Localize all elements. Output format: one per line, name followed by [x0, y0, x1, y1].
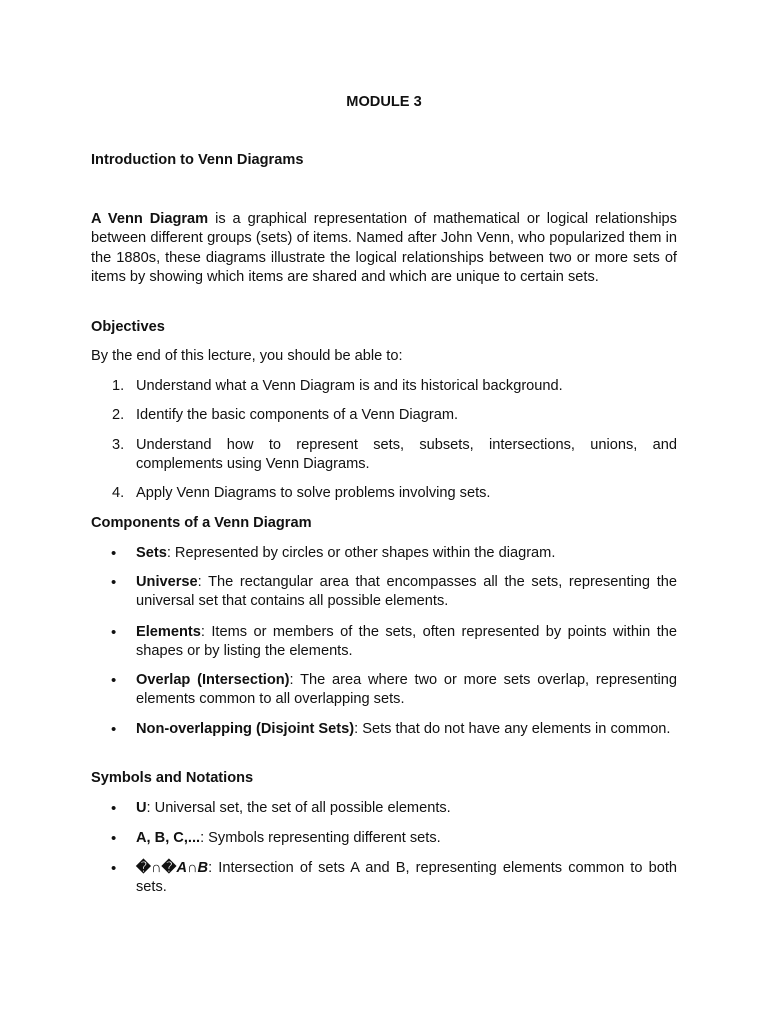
- objective-text: Understand how to represent sets, subsets, intersections, unions, and complements using Venn Diagrams.: [136, 437, 677, 473]
- symbol-description: : Universal set, the set of all possible elements.: [146, 800, 451, 816]
- intro-text: is a graphical representation of mathematical or logical relationships between different groups (sets) of items. Named after John Venn, who popularized them in the 1880s, these diagrams illustrate the logical relationships between two or more sets of items by showing which items are shared and which are unique to certain sets.: [91, 211, 677, 286]
- bullet-dot: •: [111, 830, 117, 847]
- objective-number: 1.: [112, 378, 125, 394]
- bullet-dot: •: [111, 672, 117, 689]
- symbol-term-italic: A∩B: [176, 860, 209, 876]
- bullet-dot: •: [111, 624, 117, 641]
- symbol-term-prefix: �∩�: [136, 860, 177, 876]
- symbol-text: [136, 829, 677, 848]
- bullet-dot: •: [111, 800, 117, 817]
- component-term: Sets: [136, 545, 167, 561]
- section-title: Introduction to Venn Diagrams: [91, 152, 304, 168]
- component-term: Overlap (Intersection): [136, 672, 290, 688]
- component-text: [136, 720, 677, 739]
- bullet-dot: •: [111, 860, 117, 877]
- objective-number: 3.: [112, 437, 125, 453]
- module-title: MODULE 3: [346, 94, 422, 110]
- component-description: : The rectangular area that encompasses all the sets, representing the universal set that contains all possible elements.: [136, 574, 677, 610]
- symbols-heading: Symbols and Notations: [91, 770, 254, 786]
- component-term: Universe: [136, 574, 198, 590]
- component-description: : Represented by circles or other shapes within the diagram.: [166, 545, 556, 561]
- component-text: [136, 671, 677, 710]
- symbol-text: [136, 799, 677, 818]
- symbol-text: [136, 859, 677, 898]
- bullet-dot: •: [111, 721, 117, 738]
- component-text: [136, 623, 677, 662]
- symbol-description: : Intersection of sets A and B, representing elements common to both sets.: [136, 860, 677, 896]
- symbol-term: U: [136, 800, 147, 816]
- components-heading: Components of a Venn Diagram: [91, 515, 312, 531]
- objective-number: 2.: [112, 407, 125, 423]
- intro-lead-term: A Venn Diagram: [91, 211, 209, 227]
- component-description: : The area where two or more sets overlap, representing elements common to all overlapping sets.: [136, 672, 677, 708]
- bullet-dot: •: [111, 545, 117, 562]
- component-term: Elements: [136, 624, 201, 640]
- component-text: [136, 573, 677, 612]
- component-term: Non-overlapping (Disjoint Sets): [136, 721, 355, 737]
- objective-text: Identify the basic components of a Venn Diagram.: [136, 407, 459, 423]
- symbol-description: : Symbols representing different sets.: [200, 830, 441, 846]
- objective-number: 4.: [112, 485, 125, 501]
- intro-paragraph: [91, 210, 677, 288]
- objective-text: Apply Venn Diagrams to solve problems involving sets.: [136, 485, 491, 501]
- objectives-lead: By the end of this lecture, you should be able to:: [91, 348, 403, 364]
- objective-text: Understand what a Venn Diagram is and its historical background.: [136, 378, 563, 394]
- bullet-dot: •: [111, 574, 117, 591]
- component-description: : Items or members of the sets, often represented by points within the shapes or by listing the elements.: [136, 624, 677, 660]
- symbol-term: A, B, C,...: [136, 830, 201, 846]
- component-text: [136, 544, 677, 563]
- objectives-heading: Objectives: [91, 319, 165, 335]
- component-description: : Sets that do not have any elements in common.: [354, 721, 671, 737]
